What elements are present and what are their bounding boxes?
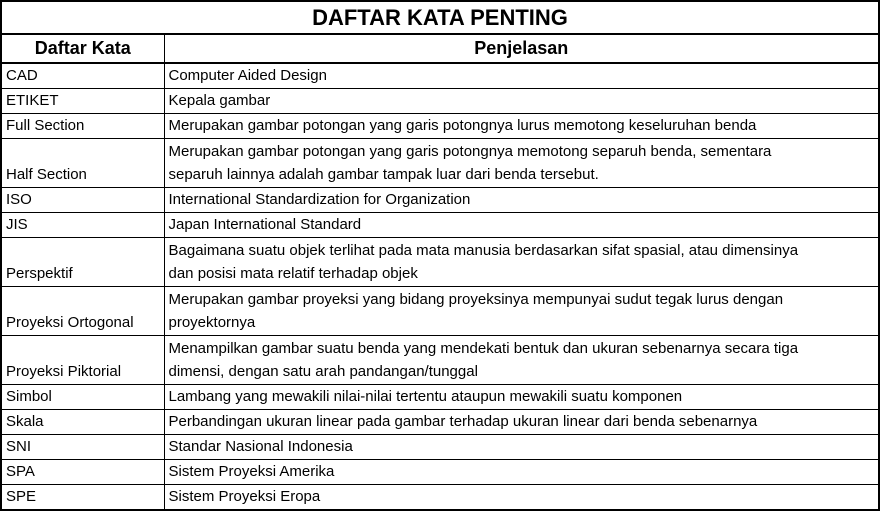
definition-cell	[164, 63, 879, 89]
definition-cell	[164, 485, 879, 511]
definition-line: Standar Nasional Indonesia	[168, 438, 353, 455]
definition-line: Computer Aided Design	[168, 67, 327, 84]
term-cell: JIS	[1, 213, 164, 238]
definition-cell	[164, 89, 879, 114]
definition-line: Lambang yang mewakili nilai-nilai tertentu ataupun mewakili suatu komponen	[168, 388, 683, 405]
definition-line: Bagaimana suatu objek terlihat pada mata manusia berdasarkan sifat spasial, atau dimensinya	[168, 242, 799, 259]
table-row	[1, 385, 879, 410]
definition-cell	[164, 336, 879, 385]
table-row	[1, 139, 879, 188]
table-row	[1, 410, 879, 435]
table-row	[1, 336, 879, 385]
definition-cell	[164, 385, 879, 410]
definition-line: Japan International Standard	[168, 216, 362, 233]
table-row	[1, 63, 879, 89]
term-cell: ETIKET	[1, 89, 164, 114]
term-cell: Proyeksi Ortogonal	[1, 287, 164, 336]
table-row	[1, 287, 879, 336]
definition-cell	[164, 287, 879, 336]
table-row	[1, 89, 879, 114]
definition-cell	[164, 460, 879, 485]
title-row	[1, 1, 879, 34]
column-header-row	[1, 34, 879, 63]
definition-line: Merupakan gambar proyeksi yang bidang proyeksinya mempunyai sudut tegak lurus dengan	[168, 291, 784, 308]
definition-line: dimensi, dengan satu arah pandangan/tunggal	[168, 363, 478, 380]
table-row	[1, 114, 879, 139]
term-cell: CAD	[1, 63, 164, 89]
term-cell: SNI	[1, 435, 164, 460]
definition-line: Merupakan gambar potongan yang garis potongnya memotong separuh benda, sementara	[168, 143, 772, 160]
definition-cell	[164, 238, 879, 287]
term-cell: Simbol	[1, 385, 164, 410]
table-row	[1, 485, 879, 511]
definition-cell	[164, 139, 879, 188]
term-cell: Skala	[1, 410, 164, 435]
table-row	[1, 435, 879, 460]
term-cell: SPA	[1, 460, 164, 485]
term-cell: Full Section	[1, 114, 164, 139]
column-header-definition: Penjelasan	[164, 34, 879, 63]
table-row	[1, 213, 879, 238]
definition-cell	[164, 213, 879, 238]
definition-line: Kepala gambar	[168, 92, 271, 109]
term-cell: SPE	[1, 485, 164, 511]
page-title: DAFTAR KATA PENTING	[1, 1, 879, 34]
definition-cell	[164, 410, 879, 435]
definition-line: Merupakan gambar potongan yang garis potongnya lurus memotong keseluruhan benda	[168, 117, 757, 134]
definition-line: Sistem Proyeksi Amerika	[168, 463, 335, 480]
term-cell: Perspektif	[1, 238, 164, 287]
table-head	[1, 1, 879, 63]
term-cell: Proyeksi Piktorial	[1, 336, 164, 385]
definition-line: International Standardization for Organization	[168, 191, 471, 208]
table-body	[1, 63, 879, 510]
definition-line: separuh lainnya adalah gambar tampak luar dari benda tersebut.	[168, 166, 599, 183]
definition-line: Perbandingan ukuran linear pada gambar terhadap ukuran linear dari benda sebenarnya	[168, 413, 758, 430]
definition-line: Menampilkan gambar suatu benda yang mendekati bentuk dan ukuran sebenarnya secara tiga	[168, 340, 799, 357]
definition-cell	[164, 435, 879, 460]
definition-line: proyektornya	[168, 314, 256, 331]
table-row	[1, 460, 879, 485]
term-cell: ISO	[1, 188, 164, 213]
definition-cell	[164, 114, 879, 139]
table-row	[1, 238, 879, 287]
definition-line: Sistem Proyeksi Eropa	[168, 488, 321, 505]
column-header-term: Daftar Kata	[1, 34, 164, 63]
definition-cell	[164, 188, 879, 213]
table-row	[1, 188, 879, 213]
term-cell: Half Section	[1, 139, 164, 188]
definition-line: dan posisi mata relatif terhadap objek	[168, 265, 418, 282]
